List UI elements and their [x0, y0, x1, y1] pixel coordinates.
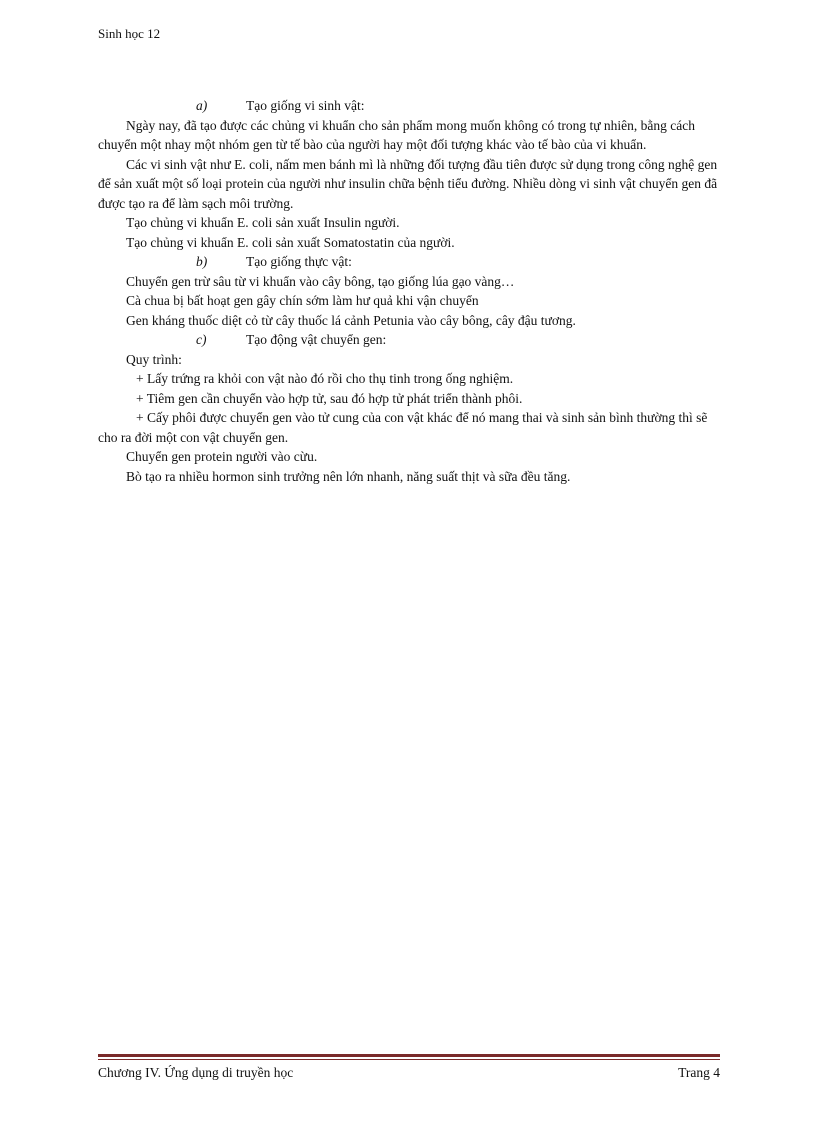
footer-page-number: Trang 4: [678, 1065, 720, 1080]
section-c-line-1: Chuyển gen protein người vào cừu.: [126, 449, 318, 464]
section-c-label: c): [196, 332, 207, 347]
section-c-step-1: + Lấy trứng ra khỏi con vật nào đó rồi cho thụ tinh trong ống nghiệm.: [136, 371, 514, 386]
section-c-step-3: + Cấy phôi được chuyển gen vào tử cung của con vật khác để nó mang thai và sinh sản bình thường thì sẽ cho ra đời một con vật chuyển gen.: [98, 410, 708, 445]
section-a-line-2: Tạo chủng vi khuẩn E. coli sản xuất Somatostatin của người.: [126, 234, 455, 250]
section-c-line-2: Bò tạo ra nhiều hormon sinh trưởng nên lớn nhanh, năng suất thịt và sữa đều tăng.: [126, 468, 571, 484]
section-c-heading: [98, 330, 720, 350]
section-b-line-2: Cà chua bị bất hoạt gen gây chín sớm làm hư quả khi vận chuyển: [126, 293, 479, 308]
page-header: Sinh học 12: [98, 26, 161, 41]
section-c-title: Tạo động vật chuyển gen:: [246, 332, 387, 347]
footer-divider: [98, 1054, 720, 1062]
section-a-paragraph-2: Các vi sinh vật như E. coli, nấm men bánh mì là những đối tượng đầu tiên được sử dụng trong công nghệ gen để sản xuất một số loại protein của người như insulin chữa bệnh tiểu đường. Nhiều dòng vi sinh vật chuyển gen đã được tạo ra để làm sạch môi trường.: [98, 156, 718, 211]
section-b-line-3: Gen kháng thuốc diệt cỏ từ cây thuốc lá cảnh Petunia vào cây bông, cây đậu tương.: [126, 312, 576, 328]
section-c-step-2: + Tiêm gen cần chuyển vào hợp tử, sau đó hợp tử phát triển thành phôi.: [136, 390, 523, 406]
section-b-line-1: Chuyển gen trừ sâu từ vi khuẩn vào cây bông, tạo giống lúa gạo vàng…: [126, 273, 515, 289]
section-b-title: Tạo giống thực vật:: [246, 254, 352, 269]
section-a-paragraph-1: Ngày nay, đã tạo được các chủng vi khuẩn cho sản phẩm mong muốn không có trong tự nhiên, bằng cách chuyển một nhay một nhóm gen từ tế bào của người hay một đối tượng khác vào tế bào của vi khuẩn.: [98, 117, 695, 152]
section-b-heading: [98, 252, 720, 272]
section-a-line-1: Tạo chủng vi khuẩn E. coli sản xuất Insulin người.: [126, 215, 400, 230]
footer-chapter: Chương IV. Ứng dụng di truyền học: [98, 1065, 294, 1080]
section-a-label: a): [196, 98, 208, 113]
section-b-label: b): [196, 254, 208, 269]
section-c-process-label: Quy trình:: [126, 351, 182, 367]
section-a-title: Tạo giống vi sinh vật:: [246, 98, 365, 113]
section-a-heading: [98, 96, 720, 116]
document-body: [98, 96, 720, 486]
